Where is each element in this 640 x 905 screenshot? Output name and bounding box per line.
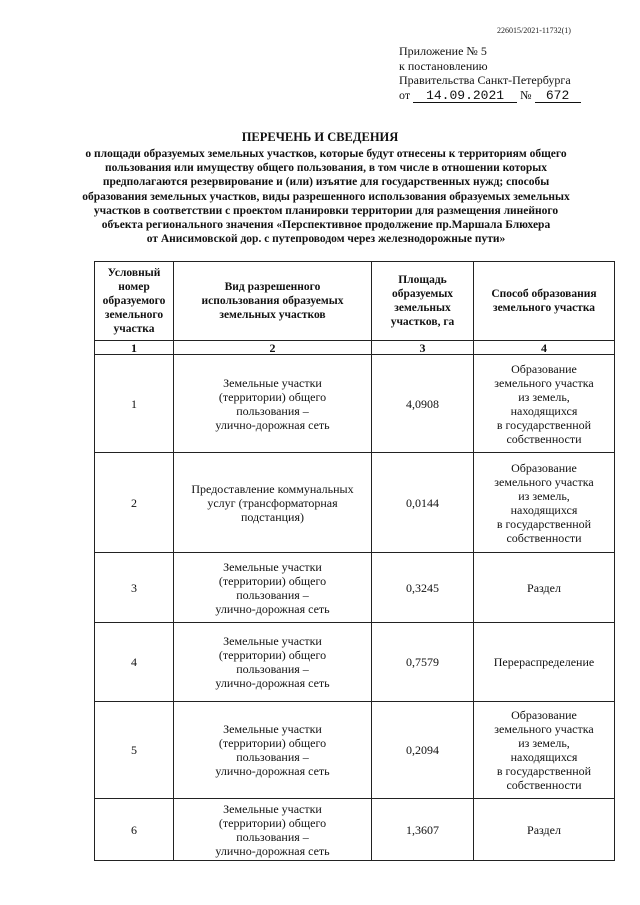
cell-line: Раздел <box>527 580 561 595</box>
plot-area: 0,0144 <box>372 453 474 553</box>
plot-area: 0,2094 <box>372 702 474 799</box>
table-header-row <box>95 262 615 341</box>
cell-line: земельного участка <box>494 722 594 736</box>
cell-line: (территории) общего <box>218 389 327 404</box>
cell-line: образуемых <box>391 288 454 300</box>
cell-line: улично-дорожная сеть <box>215 764 330 778</box>
header-plot-number <box>95 262 174 341</box>
cell-line: земельных участков <box>219 309 326 321</box>
permitted-use <box>174 553 372 623</box>
table-row <box>95 702 615 799</box>
subtitle-line: от Анисимовской дор. с путепроводом через железнодорожные пути» <box>146 233 506 246</box>
cell-line: улично-дорожная сеть <box>215 676 330 690</box>
number-value: 672 <box>535 89 581 103</box>
number-prefix: № <box>520 87 532 102</box>
cell-line: пользования – <box>236 750 309 764</box>
header-permitted-use <box>174 262 372 341</box>
cell-line: Образование <box>511 708 577 722</box>
cell-line: в государственной <box>496 516 592 531</box>
formation-method <box>474 453 615 553</box>
plot-area: 0,3245 <box>372 553 474 623</box>
cell-line: Перераспределение <box>493 655 595 669</box>
plot-number: 5 <box>95 702 174 799</box>
column-number: 2 <box>174 341 372 355</box>
cell-line: образуемого <box>102 295 166 307</box>
cell-line: услуг (трансформаторная <box>207 495 338 510</box>
column-numbers-row <box>95 341 615 355</box>
cell-line: Земельные участки <box>223 375 322 390</box>
permitted-use <box>174 623 372 702</box>
plot-area: 1,3607 <box>372 799 474 861</box>
table-row <box>95 799 615 861</box>
cell-line: из земель, <box>518 389 570 404</box>
subtitle-line: предполагаются резервирование и (или) изъятие для государственных нужд; способы <box>102 176 550 189</box>
cell-line: из земель, <box>518 488 570 503</box>
plot-number: 1 <box>95 355 174 453</box>
header-formation-method <box>474 262 615 341</box>
subtitle-line: участков в соответствии с проектом планировки территории для размещения линейного <box>93 204 559 217</box>
cell-line: Земельные участки <box>223 801 322 816</box>
page-subtitle <box>56 147 596 246</box>
cell-line: земельного <box>104 309 164 321</box>
cell-line: (территории) общего <box>218 736 327 750</box>
cell-line: (территории) общего <box>218 815 327 830</box>
cell-line: пользования – <box>236 829 309 844</box>
plot-area: 4,0908 <box>372 355 474 453</box>
appendix-line-2: к постановлению <box>399 58 488 73</box>
formation-method <box>474 355 615 453</box>
permitted-use <box>174 702 372 799</box>
cell-line: из земель, <box>518 736 570 750</box>
formation-method <box>474 553 615 623</box>
permitted-use <box>174 799 372 861</box>
cell-line: улично-дорожная сеть <box>215 843 330 858</box>
cell-line: Способ образования <box>491 288 597 300</box>
formation-method <box>474 623 615 702</box>
column-number: 1 <box>95 341 174 355</box>
cell-line: Площадь <box>398 274 447 286</box>
cell-line: земельного участка <box>494 375 594 390</box>
cell-line: пользования – <box>236 403 309 418</box>
cell-line: Условный <box>107 267 161 279</box>
cell-line: пользования – <box>236 587 309 602</box>
appendix-block <box>399 44 581 103</box>
cell-line: участка <box>113 323 155 335</box>
plot-number: 6 <box>95 799 174 861</box>
cell-line: Раздел <box>527 822 561 837</box>
cell-line: улично-дорожная сеть <box>215 601 330 616</box>
cell-line: пользования – <box>236 662 309 676</box>
subtitle-line: объекта регионального значения «Перспективное продолжение пр.Маршала Блюхера <box>101 219 551 232</box>
document-number: 226015/2021-11732(1) <box>497 26 571 35</box>
land-plots-table <box>94 261 615 861</box>
cell-line: собственности <box>506 778 582 792</box>
date-prefix: от <box>399 87 411 102</box>
cell-line: земельного участка <box>494 474 594 489</box>
formation-method <box>474 702 615 799</box>
cell-line: подстанция) <box>240 509 304 524</box>
cell-line: находящихся <box>510 403 578 418</box>
table-row <box>95 623 615 702</box>
header-area <box>372 262 474 341</box>
column-number: 3 <box>372 341 474 355</box>
cell-line: собственности <box>506 530 582 545</box>
cell-line: (территории) общего <box>218 573 327 588</box>
cell-line: использования образуемых <box>201 295 344 307</box>
appendix-date-line <box>399 88 581 103</box>
table-row <box>95 453 615 553</box>
appendix-line-1: Приложение № 5 <box>399 44 487 58</box>
column-number: 4 <box>474 341 615 355</box>
cell-line: в государственной <box>496 417 592 432</box>
cell-line: улично-дорожная сеть <box>215 417 330 432</box>
subtitle-line: пользования или имуществу общего пользования, в том числе в отношении которых <box>104 162 548 175</box>
permitted-use <box>174 453 372 553</box>
cell-line: земельных <box>394 302 451 314</box>
formation-method <box>474 799 615 861</box>
cell-line: находящихся <box>510 502 578 517</box>
cell-line: Земельные участки <box>223 634 322 648</box>
cell-line: номер <box>118 281 150 293</box>
plot-number: 3 <box>95 553 174 623</box>
table-row <box>95 553 615 623</box>
cell-line: Вид разрешенного <box>224 281 321 293</box>
plot-number: 2 <box>95 453 174 553</box>
table-row <box>95 355 615 453</box>
plot-number: 4 <box>95 623 174 702</box>
cell-line: Предоставление коммунальных <box>191 481 354 496</box>
subtitle-line: о площади образуемых земельных участков, которые будут отнесены к территориям общего <box>85 148 567 160</box>
cell-line: (территории) общего <box>218 648 327 662</box>
page-title: ПЕРЕЧЕНЬ И СВЕДЕНИЯ <box>241 130 399 144</box>
cell-line: Земельные участки <box>223 559 322 574</box>
cell-line: Образование <box>511 460 577 475</box>
cell-line: участков, га <box>390 316 455 328</box>
permitted-use <box>174 355 372 453</box>
cell-line: собственности <box>506 431 582 446</box>
subtitle-line: образования земельных участков, виды разрешенного использования образуемых земельных <box>82 190 570 203</box>
date-value: 14.09.2021 <box>413 89 517 103</box>
cell-line: Образование <box>511 361 577 376</box>
cell-line: Земельные участки <box>223 722 322 736</box>
cell-line: в государственной <box>496 764 592 778</box>
plot-area: 0,7579 <box>372 623 474 702</box>
cell-line: находящихся <box>510 750 578 764</box>
appendix-line-3: Правительства Санкт-Петербурга <box>399 73 571 87</box>
cell-line: земельного участка <box>492 302 596 314</box>
